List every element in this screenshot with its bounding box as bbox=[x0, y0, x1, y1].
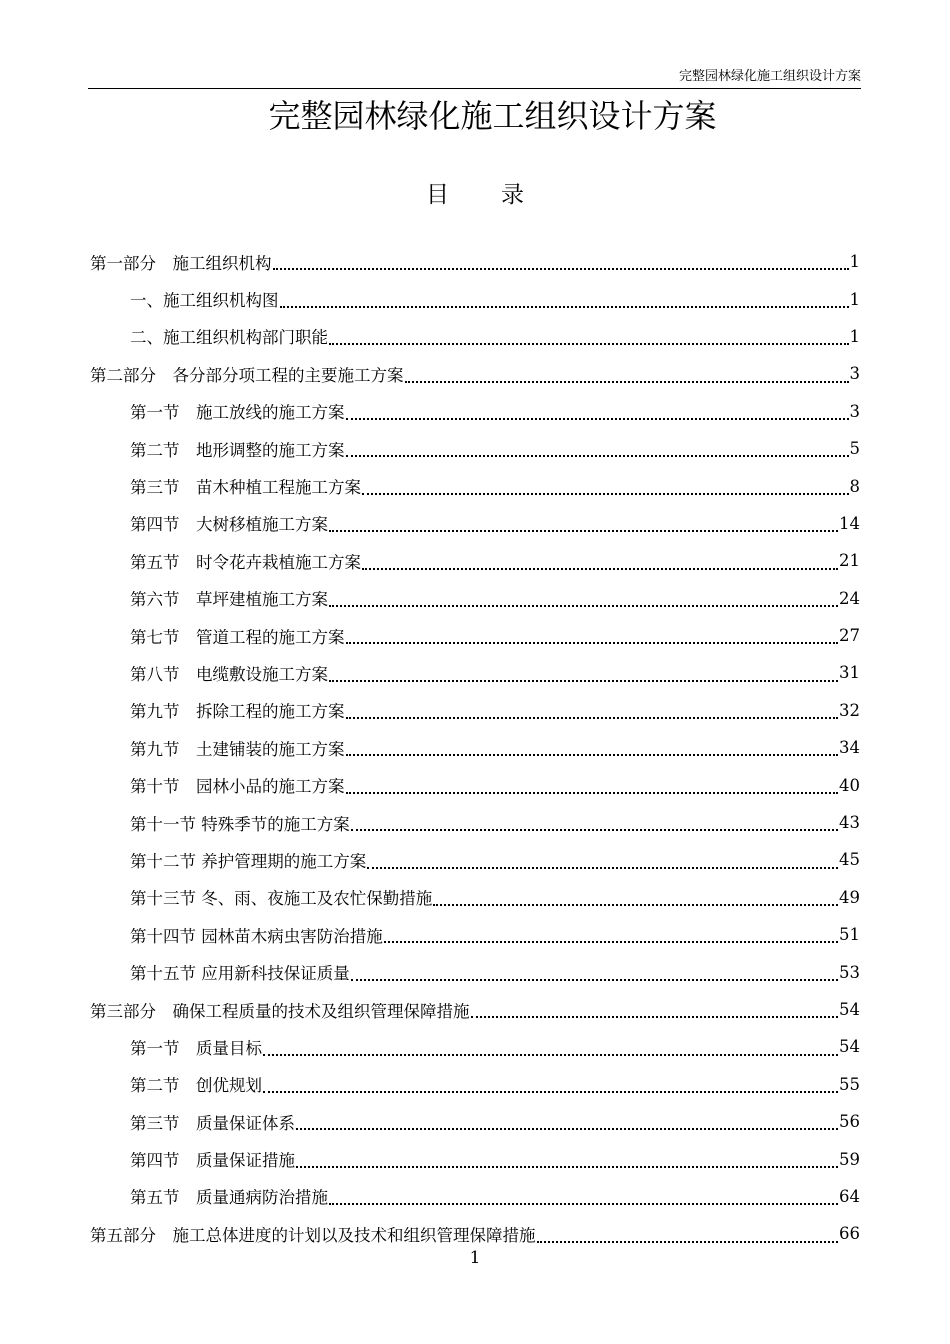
toc-heading-char-2: 录 bbox=[501, 182, 524, 208]
toc-heading bbox=[0, 180, 950, 210]
toc-entry-title: 第十五节 应用新科技保证质量 bbox=[130, 964, 350, 984]
toc-entry-page: 1 bbox=[849, 326, 860, 346]
dot-leader bbox=[537, 1241, 839, 1243]
toc-entry-title: 一、施工组织机构图 bbox=[130, 291, 279, 311]
toc-entry-title: 第十节 园林小品的施工方案 bbox=[130, 777, 345, 797]
toc-entry-title: 第五节 质量通病防治措施 bbox=[130, 1188, 328, 1208]
toc-entry[interactable] bbox=[90, 991, 860, 1028]
dot-leader bbox=[263, 1054, 838, 1056]
dot-leader bbox=[296, 1128, 838, 1130]
dot-leader bbox=[346, 717, 839, 719]
toc-entry-title: 第六节 草坪建植施工方案 bbox=[130, 590, 328, 610]
toc-entry[interactable] bbox=[90, 355, 860, 392]
toc-entry-page: 1 bbox=[849, 252, 860, 272]
toc-entry[interactable] bbox=[90, 1066, 860, 1103]
toc-entry[interactable] bbox=[90, 1103, 860, 1140]
toc-entry-title: 第五部分 施工总体进度的计划以及技术和组织管理保障措施 bbox=[90, 1225, 536, 1245]
dot-leader bbox=[280, 306, 849, 308]
toc-entry-page: 54 bbox=[839, 1037, 860, 1057]
dot-leader bbox=[296, 1166, 838, 1168]
dot-leader bbox=[346, 418, 849, 420]
toc-entry[interactable] bbox=[90, 280, 860, 317]
toc-entry[interactable] bbox=[90, 804, 860, 841]
dot-leader bbox=[433, 904, 838, 906]
toc-entry[interactable] bbox=[90, 243, 860, 280]
dot-leader bbox=[471, 1016, 839, 1018]
dot-leader bbox=[329, 1203, 838, 1205]
toc-entry-page: 59 bbox=[839, 1149, 860, 1169]
toc-entry[interactable] bbox=[90, 430, 860, 467]
toc-entry[interactable] bbox=[90, 318, 860, 355]
dot-leader bbox=[362, 568, 838, 570]
toc-entry-title: 第四节 大树移植施工方案 bbox=[130, 515, 328, 535]
toc-entry-title: 第四节 质量保证措施 bbox=[130, 1151, 295, 1171]
toc-entry-title: 第九节 拆除工程的施工方案 bbox=[130, 702, 345, 722]
dot-leader bbox=[346, 642, 839, 644]
toc-entry-title: 第九节 土建铺装的施工方案 bbox=[130, 739, 345, 759]
toc-entry[interactable] bbox=[90, 692, 860, 729]
toc-entry-page: 3 bbox=[849, 401, 860, 421]
dot-leader bbox=[329, 343, 849, 345]
toc-entry[interactable] bbox=[90, 916, 860, 953]
toc-entry-title: 第二部分 各分部分项工程的主要施工方案 bbox=[90, 365, 404, 385]
toc-entry-page: 34 bbox=[839, 738, 860, 758]
dot-leader bbox=[384, 941, 838, 943]
toc-entry-title: 第二节 创优规划 bbox=[130, 1076, 262, 1096]
toc-entry-page: 31 bbox=[839, 663, 860, 683]
document-title: 完整园林绿化施工组织设计方案 bbox=[268, 97, 717, 135]
toc-entry-title: 第十二节 养护管理期的施工方案 bbox=[130, 851, 367, 871]
toc-heading-char-1: 目 bbox=[426, 182, 449, 208]
toc-entry-page: 53 bbox=[839, 962, 860, 982]
running-title: 完整园林绿化施工组织设计方案 bbox=[678, 69, 861, 84]
toc-entry-title: 第七节 管道工程的施工方案 bbox=[130, 627, 345, 647]
toc-entry-page: 49 bbox=[839, 887, 860, 907]
toc-entry[interactable] bbox=[90, 617, 860, 654]
dot-leader bbox=[405, 381, 849, 383]
toc-entry[interactable] bbox=[90, 729, 860, 766]
dot-leader bbox=[351, 979, 838, 981]
dot-leader bbox=[346, 754, 839, 756]
toc-entry-page: 14 bbox=[839, 513, 860, 533]
dot-leader bbox=[351, 829, 838, 831]
toc-entry[interactable] bbox=[90, 467, 860, 504]
dot-leader bbox=[346, 455, 849, 457]
toc-entry-page: 32 bbox=[839, 700, 860, 720]
toc-entry[interactable] bbox=[90, 505, 860, 542]
toc-entry-title: 第三节 质量保证体系 bbox=[130, 1113, 295, 1133]
toc-entry-title: 第三部分 确保工程质量的技术及组织管理保障措施 bbox=[90, 1001, 470, 1021]
toc-entry[interactable] bbox=[90, 654, 860, 691]
dot-leader bbox=[329, 680, 838, 682]
toc-entry-title: 第十三节 冬、雨、夜施工及农忙保勤措施 bbox=[130, 889, 433, 909]
toc-entry-title: 第一节 施工放线的施工方案 bbox=[130, 403, 345, 423]
dot-leader bbox=[367, 867, 838, 869]
toc-entry[interactable] bbox=[90, 1215, 860, 1252]
toc-entry-title: 第十四节 园林苗木病虫害防治措施 bbox=[130, 926, 383, 946]
toc-entry-page: 40 bbox=[839, 775, 860, 795]
toc-entry-title: 第一节 质量目标 bbox=[130, 1038, 262, 1058]
dot-leader bbox=[263, 1091, 838, 1093]
toc-entry-title: 二、施工组织机构部门职能 bbox=[130, 328, 328, 348]
toc-entry-page: 21 bbox=[839, 551, 860, 571]
toc-entry-page: 43 bbox=[839, 813, 860, 833]
toc-entry-page: 54 bbox=[839, 1000, 860, 1019]
dot-leader bbox=[346, 792, 839, 794]
toc-entry[interactable] bbox=[90, 879, 860, 916]
toc-entry[interactable] bbox=[90, 841, 860, 878]
dot-leader bbox=[273, 268, 849, 270]
toc-entry-title: 第三节 苗木种植工程施工方案 bbox=[130, 478, 361, 498]
toc-entry-title: 第五节 时令花卉栽植施工方案 bbox=[130, 552, 361, 572]
toc-entry-page: 45 bbox=[839, 850, 860, 870]
toc-entry[interactable] bbox=[90, 580, 860, 617]
toc-entry-page: 56 bbox=[839, 1112, 860, 1132]
toc-entry[interactable] bbox=[90, 766, 860, 803]
dot-leader bbox=[362, 493, 849, 495]
toc-entry[interactable] bbox=[90, 1028, 860, 1065]
toc-entry-page: 24 bbox=[839, 588, 860, 608]
toc-entry-page: 51 bbox=[839, 925, 860, 945]
dot-leader bbox=[329, 605, 838, 607]
toc-entry-page: 3 bbox=[849, 364, 860, 384]
table-of-contents bbox=[90, 243, 860, 1253]
page-header bbox=[88, 68, 861, 89]
page-number: 1 bbox=[469, 1248, 481, 1268]
toc-entry[interactable] bbox=[90, 1178, 860, 1215]
toc-entry[interactable] bbox=[90, 393, 860, 430]
toc-entry-page: 55 bbox=[839, 1074, 860, 1094]
toc-entry-title: 第一部分 施工组织机构 bbox=[90, 253, 272, 273]
toc-entry[interactable] bbox=[90, 542, 860, 579]
toc-entry-page: 64 bbox=[839, 1186, 860, 1206]
toc-entry-title: 第八节 电缆敷设施工方案 bbox=[130, 664, 328, 684]
toc-entry[interactable] bbox=[90, 953, 860, 990]
toc-entry-title: 第十一节 特殊季节的施工方案 bbox=[130, 814, 350, 834]
toc-entry-page: 5 bbox=[849, 439, 860, 459]
toc-entry[interactable] bbox=[90, 1140, 860, 1177]
toc-entry-page: 66 bbox=[839, 1224, 860, 1244]
dot-leader bbox=[329, 530, 838, 532]
toc-entry-page: 8 bbox=[849, 476, 860, 496]
toc-entry-page: 1 bbox=[849, 289, 860, 309]
toc-entry-page: 27 bbox=[839, 626, 860, 646]
toc-entry-title: 第二节 地形调整的施工方案 bbox=[130, 440, 345, 460]
